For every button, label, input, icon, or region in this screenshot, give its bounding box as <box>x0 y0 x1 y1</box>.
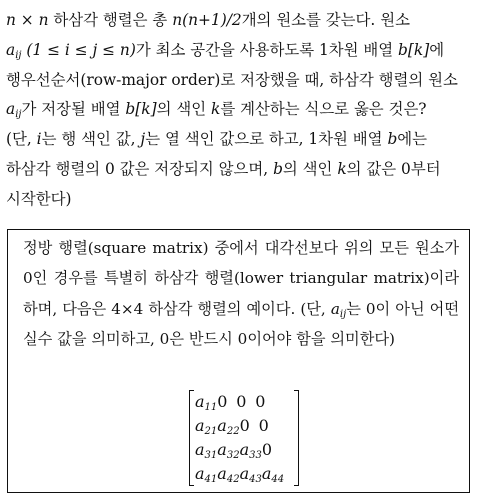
matrix-cell: $a_{33}$ <box>239 440 262 461</box>
question-text: n × n 하삼각 행렬은 총 n(n+1)/2개의 원소를 갖는다. 원소 $a_{ij}$ (1 ≤ i ≤ j ≤ n)가 최소 공간을 사용하도록 1차원 배열 b[k]에 행우선순서(row-major order)로 저장했을 때, 하삼각 행렬의 원소 $a_{ij}$가 저장될 배열 b[k]의 색인 k를 계산하는 식으로 옳은 것은? (단, i는 행 색인 값, j는 열 색인 값으로 하고, 1차원 배열 b에는 하삼각 행렬의 0 값은 저장되지 않으며, b의 색인 k의 값은 0부터 시작한다) <box>6 11 458 208</box>
matrix-cell: 0 <box>239 416 250 435</box>
matrix-row <box>190 390 298 414</box>
index-range: (1 ≤ i ≤ j ≤ n) <box>26 40 136 59</box>
matrix-cell: $a_{11}$ <box>195 392 218 413</box>
matrix-cell: 0 <box>236 392 247 411</box>
matrix-cell: 0 <box>217 392 228 411</box>
matrix-cell: 0 <box>255 392 266 411</box>
matrix-size: n × n <box>6 11 49 29</box>
definition-text: 정방 행렬(square matrix) 중에서 대각선보다 위의 모든 원소가 0인 경우를 특별히 하삼각 행렬(lower triangular matrix)이라 하며, 다음은 4×4 하삼각 행렬의 예이다. (단, $a_{ij}$는 0이 아닌 어떤 실수 값을 의미하고, 0은 반드시 0이어야 함을 의미한다) <box>23 239 459 348</box>
matrix-cell: $a_{31}$ <box>195 440 218 461</box>
matrix-cell: $a_{22}$ <box>217 416 240 437</box>
matrix-cell: $a_{42}$ <box>217 464 240 485</box>
matrix-row <box>190 438 298 462</box>
matrix-row <box>190 462 298 486</box>
element-count: n(n+1)/2 <box>172 11 242 29</box>
array-ref: b[k] <box>398 40 430 59</box>
definition-box <box>7 229 470 493</box>
matrix-cell: $a_{32}$ <box>217 440 240 461</box>
matrix-cell: $a_{43}$ <box>239 464 262 485</box>
matrix-cell: $a_{44}$ <box>261 464 285 485</box>
matrix-cell: $a_{21}$ <box>195 416 218 437</box>
matrix-cell: 0 <box>258 416 269 435</box>
matrix-row <box>190 414 298 438</box>
lower-triangular-matrix <box>189 390 299 486</box>
matrix-cell: 0 <box>261 440 273 459</box>
matrix-cell: $a_{41}$ <box>195 464 218 485</box>
